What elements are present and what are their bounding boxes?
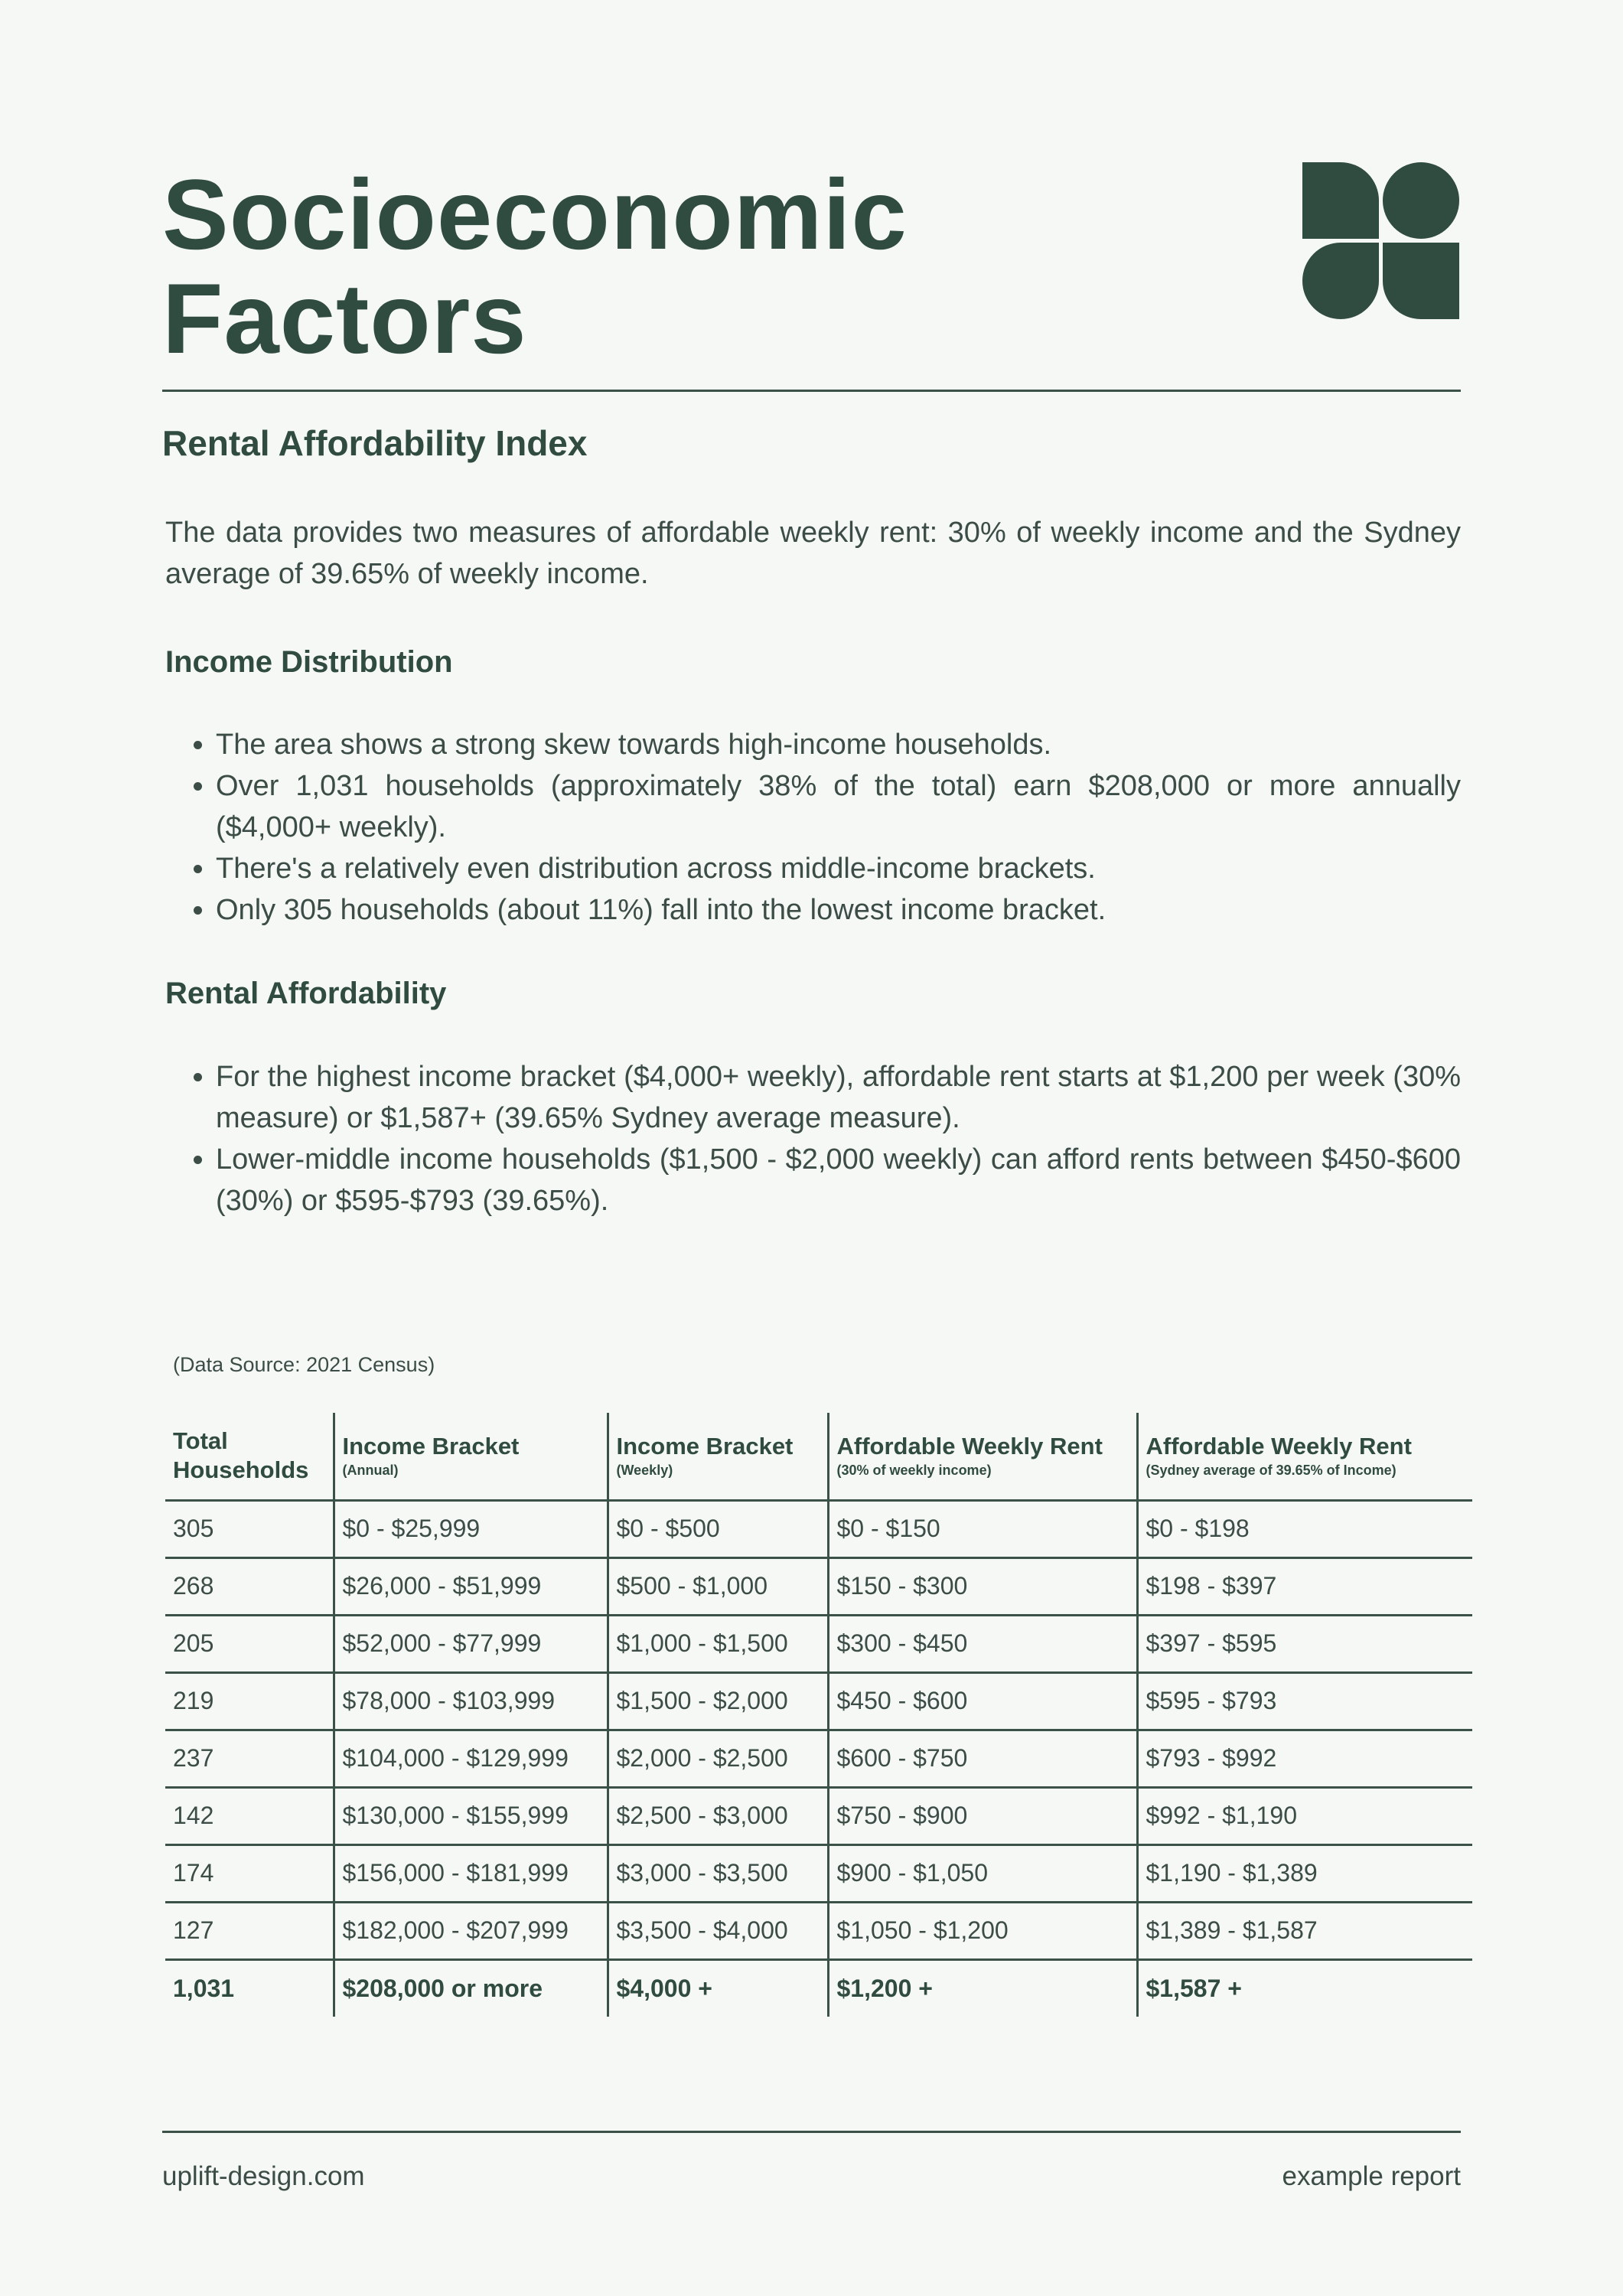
list-item: • The area shows a strong skew towards high-income households. xyxy=(216,724,1461,765)
table-row xyxy=(165,1787,1472,1844)
table-cell: $450 - $600 xyxy=(828,1672,1137,1730)
list-item: • There's a relatively even distribution across middle-income brackets. xyxy=(216,848,1461,889)
column-header: Income Bracket (Weekly) xyxy=(608,1413,828,1500)
list-item: • For the highest income bracket ($4,000+ weekly), affordable rent starts at $1,200 per week (30% measure) or $1,587+ (39.65% Sydney average measure). xyxy=(216,1056,1461,1139)
table-cell: $397 - $595 xyxy=(1137,1615,1472,1672)
table-cell: 174 xyxy=(165,1844,334,1902)
table-cell: $3,500 - $4,000 xyxy=(608,1902,828,1959)
table-cell: $600 - $750 xyxy=(828,1730,1137,1787)
table-cell: $0 - $500 xyxy=(608,1500,828,1557)
intro-paragraph: The data provides two measures of affordable weekly rent: 30% of weekly income and the Sydney average of 39.65% of weekly income. xyxy=(165,517,1461,590)
table-cell: $1,587 + xyxy=(1137,1959,1472,2017)
table-cell: $992 - $1,190 xyxy=(1137,1787,1472,1844)
table-cell: $0 - $150 xyxy=(828,1500,1137,1557)
table-cell: $182,000 - $207,999 xyxy=(334,1902,608,1959)
table-cell: $3,000 - $3,500 xyxy=(608,1844,828,1902)
table-cell: $793 - $992 xyxy=(1137,1730,1472,1787)
table-cell: $130,000 - $155,999 xyxy=(334,1787,608,1844)
table-cell: $4,000 + xyxy=(608,1959,828,2017)
income-distribution-list xyxy=(165,724,1461,931)
table-cell: $208,000 or more xyxy=(334,1959,608,2017)
table-cell: $156,000 - $181,999 xyxy=(334,1844,608,1902)
table-row xyxy=(165,1902,1472,1959)
rental-affordability-list xyxy=(165,1056,1461,1221)
table-cell: 237 xyxy=(165,1730,334,1787)
table-row xyxy=(165,1730,1472,1787)
table-cell: 127 xyxy=(165,1902,334,1959)
table-cell: $0 - $25,999 xyxy=(334,1500,608,1557)
table-row xyxy=(165,1844,1472,1902)
column-header: Total Households xyxy=(165,1413,334,1500)
table-cell: $78,000 - $103,999 xyxy=(334,1672,608,1730)
rental-affordability-heading: Rental Affordability xyxy=(165,977,447,1010)
table-row xyxy=(165,1557,1472,1615)
table-cell: $104,000 - $129,999 xyxy=(334,1730,608,1787)
table-total-row xyxy=(165,1959,1472,2017)
title-line-2: Factors xyxy=(162,263,527,374)
table-cell: 219 xyxy=(165,1672,334,1730)
table-cell: 142 xyxy=(165,1787,334,1844)
footer-label: example report xyxy=(1282,2161,1461,2191)
list-item: • Lower-middle income households ($1,500 - $2,000 weekly) can afford rents between $450-$600 (30%) or $595-$793 (39.65%). xyxy=(216,1139,1461,1221)
affordability-table xyxy=(165,1413,1472,2017)
table-cell: $1,050 - $1,200 xyxy=(828,1902,1137,1959)
table-cell: $1,190 - $1,389 xyxy=(1137,1844,1472,1902)
table-cell: 268 xyxy=(165,1557,334,1615)
table-cell: $52,000 - $77,999 xyxy=(334,1615,608,1672)
table-cell: $595 - $793 xyxy=(1137,1672,1472,1730)
table-cell: $0 - $198 xyxy=(1137,1500,1472,1557)
geometric-logo-icon xyxy=(1302,162,1459,319)
table-row xyxy=(165,1615,1472,1672)
table-cell: $26,000 - $51,999 xyxy=(334,1557,608,1615)
income-distribution-heading: Income Distribution xyxy=(165,645,453,679)
footer-website: uplift-design.com xyxy=(162,2161,365,2191)
footer-divider xyxy=(162,2131,1461,2133)
table-cell: $300 - $450 xyxy=(828,1615,1137,1672)
data-source-note: (Data Source: 2021 Census) xyxy=(173,1353,435,1376)
table-cell: $750 - $900 xyxy=(828,1787,1137,1844)
list-item: • Only 305 households (about 11%) fall into the lowest income bracket. xyxy=(216,889,1461,931)
title-line-1: Socioeconomic xyxy=(162,158,908,270)
table-cell: $198 - $397 xyxy=(1137,1557,1472,1615)
table-cell: $500 - $1,000 xyxy=(608,1557,828,1615)
table-row xyxy=(165,1672,1472,1730)
table-cell: $1,389 - $1,587 xyxy=(1137,1902,1472,1959)
table-cell: 205 xyxy=(165,1615,334,1672)
page-title xyxy=(162,158,908,374)
list-item: • Over 1,031 households (approximately 38% of the total) earn $208,000 or more annually ($4,000+ weekly). xyxy=(216,765,1461,848)
section-title: Rental Affordability Index xyxy=(162,423,588,463)
table-header-row xyxy=(165,1413,1472,1500)
column-header: Affordable Weekly Rent (30% of weekly income) xyxy=(828,1413,1137,1500)
table-cell: $2,000 - $2,500 xyxy=(608,1730,828,1787)
table-cell: $1,500 - $2,000 xyxy=(608,1672,828,1730)
column-header: Income Bracket (Annual) xyxy=(334,1413,608,1500)
table-cell: $900 - $1,050 xyxy=(828,1844,1137,1902)
column-header: Affordable Weekly Rent (Sydney average of 39.65% of Income) xyxy=(1137,1413,1472,1500)
table-cell: 305 xyxy=(165,1500,334,1557)
table-cell: 1,031 xyxy=(173,1974,235,2002)
table-cell: $150 - $300 xyxy=(828,1557,1137,1615)
table-cell: $1,200 + xyxy=(828,1959,1137,2017)
table-cell: $1,000 - $1,500 xyxy=(608,1615,828,1672)
table-row xyxy=(165,1500,1472,1557)
header-divider xyxy=(162,390,1461,392)
table-cell: $2,500 - $3,000 xyxy=(608,1787,828,1844)
